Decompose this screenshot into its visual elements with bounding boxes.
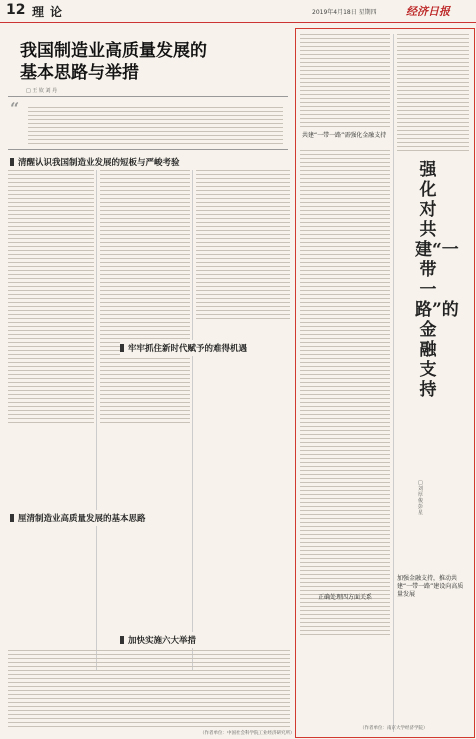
article-title-line2: 基本思路与举措	[20, 63, 139, 83]
quote-mark-icon: “	[10, 99, 20, 118]
body-text-bottom	[8, 650, 290, 730]
newspaper-logo: 经济日报	[406, 5, 450, 18]
right-body-col1	[300, 34, 390, 130]
article-byline: □ 王 钦 刘 丹	[26, 88, 58, 94]
article-abstract	[8, 96, 288, 150]
section-heading-1: 清醒认识我国制造业发展的短板与严峻考验	[10, 156, 180, 168]
section-heading-3: 厘清制造业高质量发展的基本思路	[10, 510, 146, 526]
body-text-col2	[100, 170, 190, 426]
article2-footnote: （作者单位：南京大学经济学院）	[360, 726, 428, 731]
section-heading-2: 牢牢抓住新时代赋予的难得机遇	[120, 340, 247, 356]
section-name: 理论	[32, 5, 69, 19]
section-heading-4: 加快实施六大举措	[120, 632, 196, 648]
right-article-author: □ 刘 厚 俊 彭 星	[418, 480, 424, 516]
page-number: 12	[6, 2, 26, 18]
right-body-col2	[397, 34, 469, 154]
right-article-title: 强化对共建“一带一路”的金融支持	[415, 160, 459, 400]
right-body-col1b	[300, 150, 390, 638]
masthead	[0, 0, 476, 23]
article1-footnote: （作者单位：中国社会科学院工业经济研究所）	[200, 731, 295, 736]
issue-date: 2019年4月18日 星期四	[312, 9, 377, 16]
body-text-col1	[8, 170, 94, 426]
right-subhead-1: 共建“一带一路”需强化金融支持	[302, 132, 387, 139]
article-title-line1: 我国制造业高质量发展的	[20, 41, 207, 61]
right-sidebar-subhead: 加强金融支持，推动共建“一带一路”建设向高质量发展	[397, 575, 464, 598]
body-text-col3	[196, 170, 290, 322]
right-subhead-2: 正确处理四方面关系	[318, 594, 373, 601]
